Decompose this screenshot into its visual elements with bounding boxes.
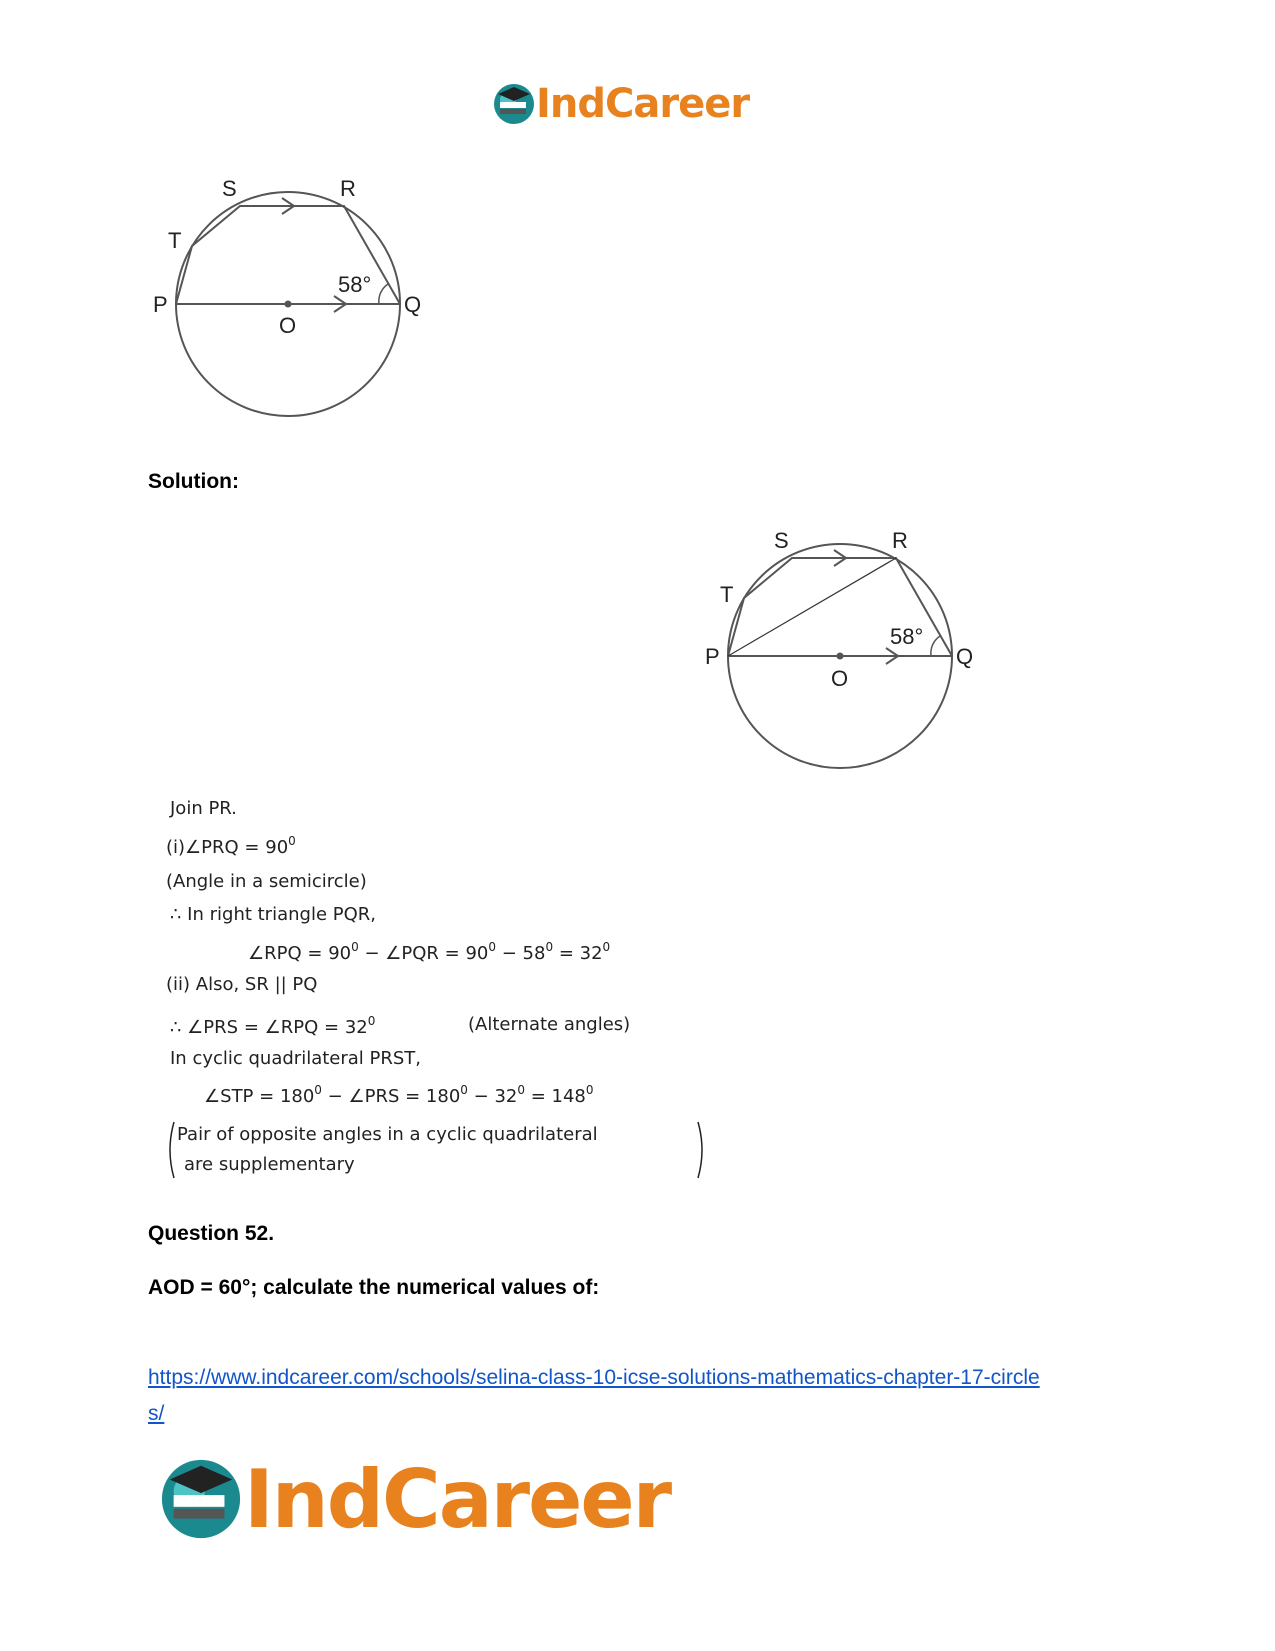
step-ii: (ii) Also, SR || PQ (166, 974, 318, 995)
step-prs: ∴ ∠PRS = ∠RPQ = $32^0$ (170, 1014, 376, 1038)
question-text: AOD = 60°; calculate the numerical values of: (148, 1276, 600, 1299)
label-t: T (168, 228, 182, 253)
label-p: P (705, 644, 720, 669)
logo-globe-icon (492, 82, 536, 126)
chord-pr (728, 558, 896, 656)
step-i: (i)∠PRQ = $90^0$ (166, 834, 296, 858)
step-therefore-triangle: ∴ In right triangle PQR, (170, 904, 376, 925)
label-r: R (892, 528, 908, 553)
logo-globe-icon (158, 1456, 244, 1542)
solution-figure (700, 520, 1000, 780)
step-supplementary-line2: are supplementary (184, 1154, 355, 1175)
label-o: O (831, 666, 849, 691)
step-stp: ∠STP = $180^0$ − ∠PRS = $180^0 - 32^0 = 148^0$ (204, 1083, 594, 1107)
label-angle: 58° (890, 624, 924, 649)
footer-logo-text: IndCareer (244, 1453, 671, 1546)
question-heading: Question 52. (148, 1222, 275, 1245)
footer-logo (158, 1452, 698, 1552)
angle-arc (931, 636, 940, 656)
header-logo-text: IndCareer (536, 81, 750, 127)
label-t: T (720, 582, 734, 607)
step-reason-semicircle: (Angle in a semicircle) (166, 871, 367, 892)
label-o: O (279, 313, 297, 338)
label-angle: 58° (338, 272, 372, 297)
step-supplementary-line1: Pair of opposite angles in a cyclic quadrilateral (177, 1124, 598, 1145)
label-r: R (340, 176, 356, 201)
step-alternate-reason: (Alternate angles) (468, 1014, 631, 1035)
label-p: P (153, 292, 168, 317)
centre-dot (285, 301, 292, 308)
label-s: S (222, 176, 237, 201)
label-s: S (774, 528, 789, 553)
centre-dot (837, 653, 844, 660)
label-q: Q (404, 292, 422, 317)
solution-heading: Solution: (148, 470, 239, 493)
angle-arc (379, 284, 388, 304)
source-link-line2[interactable]: s/ (148, 1402, 165, 1425)
source-link-line1[interactable]: https://www.indcareer.com/schools/selina-class-10-icse-solutions-mathematics-chapter-17-circle (148, 1366, 1040, 1389)
label-q: Q (956, 644, 974, 669)
question-figure (148, 170, 448, 430)
step-join: Join PR. (170, 798, 237, 819)
header-logo (492, 78, 762, 130)
step-rpq: ∠RPQ = $90^0$ − ∠PQR = $90^0 - 58^0 = 32^0$ (248, 940, 611, 964)
step-cyclic: In cyclic quadrilateral PRST, (170, 1048, 422, 1069)
